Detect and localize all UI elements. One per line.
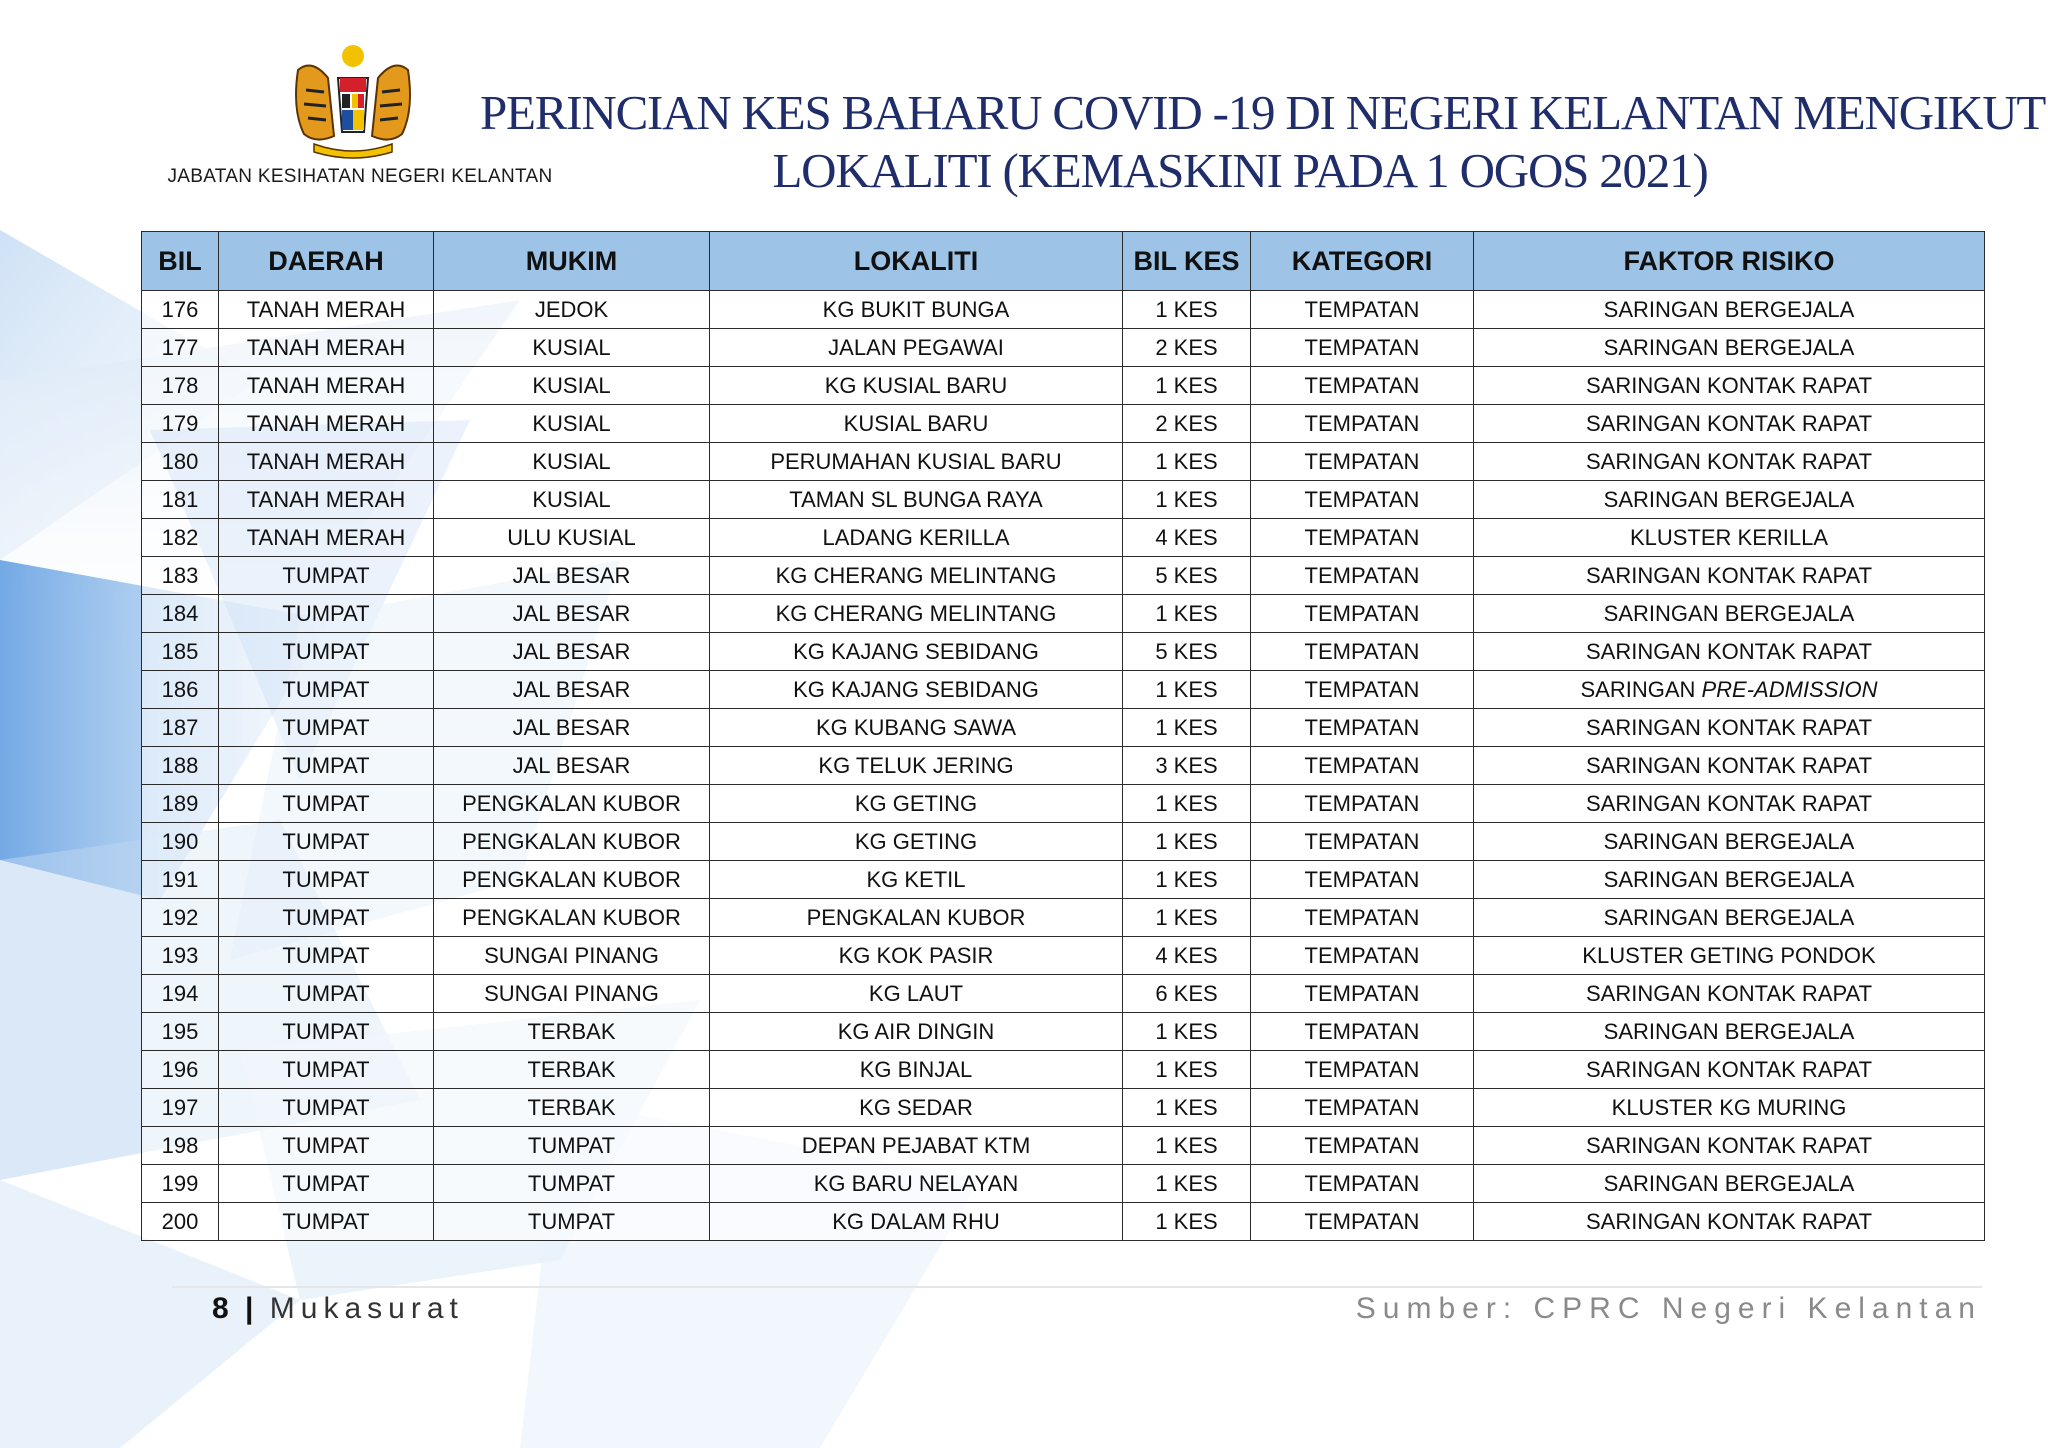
cell-mukim: JAL BESAR [434, 557, 710, 595]
cell-faktor-risiko: SARINGAN BERGEJALA [1474, 899, 1985, 937]
cell-lokaliti: KG KOK PASIR [710, 937, 1123, 975]
cell-daerah: TANAH MERAH [219, 291, 434, 329]
column-header: BIL KES [1123, 232, 1251, 291]
cell-bil: 179 [142, 405, 219, 443]
cell-bil: 190 [142, 823, 219, 861]
cell-faktor-risiko: SARINGAN KONTAK RAPAT [1474, 709, 1985, 747]
column-header: LOKALITI [710, 232, 1123, 291]
cell-mukim: TERBAK [434, 1013, 710, 1051]
cell-bil: 199 [142, 1165, 219, 1203]
cell-bil-kes: 5 KES [1123, 557, 1251, 595]
cell-faktor-risiko: SARINGAN KONTAK RAPAT [1474, 1203, 1985, 1241]
page-number [212, 1292, 464, 1326]
page-number-separator: | [245, 1292, 256, 1325]
table-row [142, 481, 1985, 519]
table-row [142, 519, 1985, 557]
cell-bil-kes: 1 KES [1123, 1089, 1251, 1127]
page-title-line-1: PERINCIAN KES BAHARU COVID -19 DI NEGERI KELANTAN MENGIKUT [480, 85, 2046, 140]
cell-bil: 181 [142, 481, 219, 519]
cell-daerah: TUMPAT [219, 1089, 434, 1127]
cell-faktor-risiko: SARINGAN BERGEJALA [1474, 481, 1985, 519]
cell-daerah: TUMPAT [219, 1013, 434, 1051]
cell-faktor-risiko: SARINGAN BERGEJALA [1474, 291, 1985, 329]
cell-bil: 176 [142, 291, 219, 329]
cell-bil: 178 [142, 367, 219, 405]
cell-mukim: TUMPAT [434, 1165, 710, 1203]
cell-bil: 182 [142, 519, 219, 557]
cell-mukim: KUSIAL [434, 367, 710, 405]
page-title [480, 84, 2046, 200]
cell-faktor-risiko: SARINGAN KONTAK RAPAT [1474, 405, 1985, 443]
cell-lokaliti: KG BUKIT BUNGA [710, 291, 1123, 329]
cell-mukim: ULU KUSIAL [434, 519, 710, 557]
cell-kategori: TEMPATAN [1251, 785, 1474, 823]
cell-mukim: TERBAK [434, 1089, 710, 1127]
cell-faktor-risiko: KLUSTER KG MURING [1474, 1089, 1985, 1127]
cell-lokaliti: KG TELUK JERING [710, 747, 1123, 785]
cell-lokaliti: KG KAJANG SEBIDANG [710, 633, 1123, 671]
cell-lokaliti: DEPAN PEJABAT KTM [710, 1127, 1123, 1165]
cell-kategori: TEMPATAN [1251, 1203, 1474, 1241]
cell-daerah: TUMPAT [219, 1203, 434, 1241]
cell-lokaliti: KG KUSIAL BARU [710, 367, 1123, 405]
cell-bil-kes: 1 KES [1123, 291, 1251, 329]
column-header: DAERAH [219, 232, 434, 291]
cell-mukim: JEDOK [434, 291, 710, 329]
cell-kategori: TEMPATAN [1251, 1051, 1474, 1089]
cell-faktor-risiko: SARINGAN BERGEJALA [1474, 595, 1985, 633]
cell-daerah: TUMPAT [219, 899, 434, 937]
cell-bil: 191 [142, 861, 219, 899]
table-row [142, 747, 1985, 785]
cell-bil-kes: 2 KES [1123, 405, 1251, 443]
cell-kategori: TEMPATAN [1251, 633, 1474, 671]
cell-lokaliti: KG KUBANG SAWA [710, 709, 1123, 747]
cell-bil: 192 [142, 899, 219, 937]
cell-bil-kes: 1 KES [1123, 367, 1251, 405]
cell-mukim: JAL BESAR [434, 671, 710, 709]
table-row [142, 709, 1985, 747]
cell-daerah: TANAH MERAH [219, 405, 434, 443]
page-label: Mukasurat [269, 1292, 464, 1325]
footer-divider [172, 1286, 1982, 1288]
cell-bil: 186 [142, 671, 219, 709]
table-row [142, 975, 1985, 1013]
page-title-line-2: LOKALITI (KEMASKINI PADA 1 OGOS 2021) [772, 143, 1708, 198]
cell-bil-kes: 1 KES [1123, 899, 1251, 937]
cell-daerah: TUMPAT [219, 823, 434, 861]
cell-daerah: TUMPAT [219, 1051, 434, 1089]
cell-kategori: TEMPATAN [1251, 1013, 1474, 1051]
table-row [142, 1127, 1985, 1165]
cell-faktor-risiko: SARINGAN BERGEJALA [1474, 1165, 1985, 1203]
cell-kategori: TEMPATAN [1251, 329, 1474, 367]
cell-bil: 196 [142, 1051, 219, 1089]
cell-kategori: TEMPATAN [1251, 671, 1474, 709]
column-header: KATEGORI [1251, 232, 1474, 291]
cell-kategori: TEMPATAN [1251, 747, 1474, 785]
cell-daerah: TUMPAT [219, 671, 434, 709]
cell-bil: 195 [142, 1013, 219, 1051]
column-header: MUKIM [434, 232, 710, 291]
table-row [142, 1089, 1985, 1127]
cell-kategori: TEMPATAN [1251, 1165, 1474, 1203]
cell-faktor-risiko: SARINGAN KONTAK RAPAT [1474, 443, 1985, 481]
cell-mukim: KUSIAL [434, 405, 710, 443]
table-row [142, 633, 1985, 671]
table-row [142, 937, 1985, 975]
cell-mukim: JAL BESAR [434, 633, 710, 671]
cell-kategori: TEMPATAN [1251, 709, 1474, 747]
cell-daerah: TUMPAT [219, 633, 434, 671]
malaysia-coat-of-arms-icon [268, 40, 438, 160]
cell-kategori: TEMPATAN [1251, 937, 1474, 975]
cell-lokaliti: KG GETING [710, 785, 1123, 823]
cell-mukim: PENGKALAN KUBOR [434, 823, 710, 861]
cell-mukim: PENGKALAN KUBOR [434, 899, 710, 937]
cell-lokaliti: KG BARU NELAYAN [710, 1165, 1123, 1203]
cell-bil-kes: 2 KES [1123, 329, 1251, 367]
cell-bil-kes: 1 KES [1123, 1051, 1251, 1089]
cell-bil-kes: 1 KES [1123, 671, 1251, 709]
table-row [142, 861, 1985, 899]
cell-kategori: TEMPATAN [1251, 595, 1474, 633]
cell-mukim: KUSIAL [434, 329, 710, 367]
cell-daerah: TANAH MERAH [219, 519, 434, 557]
cell-bil: 184 [142, 595, 219, 633]
cell-bil: 185 [142, 633, 219, 671]
cell-bil-kes: 3 KES [1123, 747, 1251, 785]
table-row [142, 557, 1985, 595]
cases-table [141, 231, 1985, 1241]
cell-lokaliti: PERUMAHAN KUSIAL BARU [710, 443, 1123, 481]
cell-bil-kes: 1 KES [1123, 823, 1251, 861]
cell-bil: 189 [142, 785, 219, 823]
cell-faktor-risiko: SARINGAN KONTAK RAPAT [1474, 1051, 1985, 1089]
cell-daerah: TUMPAT [219, 709, 434, 747]
cell-faktor-risiko: KLUSTER GETING PONDOK [1474, 937, 1985, 975]
cell-faktor-risiko: SARINGAN KONTAK RAPAT [1474, 367, 1985, 405]
table-row [142, 329, 1985, 367]
cell-faktor-risiko: SARINGAN KONTAK RAPAT [1474, 1127, 1985, 1165]
cell-bil-kes: 4 KES [1123, 519, 1251, 557]
table-row [142, 405, 1985, 443]
cell-lokaliti: KG LAUT [710, 975, 1123, 1013]
risk-text: SARINGAN [1580, 676, 1702, 702]
cell-lokaliti: KG AIR DINGIN [710, 1013, 1123, 1051]
cell-lokaliti: KG GETING [710, 823, 1123, 861]
cell-bil-kes: 6 KES [1123, 975, 1251, 1013]
cell-kategori: TEMPATAN [1251, 481, 1474, 519]
cell-bil-kes: 4 KES [1123, 937, 1251, 975]
cell-lokaliti: KG KAJANG SEBIDANG [710, 671, 1123, 709]
cell-daerah: TUMPAT [219, 937, 434, 975]
cell-lokaliti: KG KETIL [710, 861, 1123, 899]
cell-mukim: PENGKALAN KUBOR [434, 861, 710, 899]
cell-daerah: TUMPAT [219, 861, 434, 899]
cell-kategori: TEMPATAN [1251, 861, 1474, 899]
cell-mukim: TERBAK [434, 1051, 710, 1089]
cell-bil: 198 [142, 1127, 219, 1165]
cell-mukim: KUSIAL [434, 443, 710, 481]
cell-mukim: JAL BESAR [434, 709, 710, 747]
cell-mukim: SUNGAI PINANG [434, 975, 710, 1013]
cell-bil-kes: 1 KES [1123, 785, 1251, 823]
cell-bil: 187 [142, 709, 219, 747]
cell-kategori: TEMPATAN [1251, 443, 1474, 481]
cell-kategori: TEMPATAN [1251, 291, 1474, 329]
cell-kategori: TEMPATAN [1251, 1089, 1474, 1127]
cell-bil: 194 [142, 975, 219, 1013]
table-header [142, 232, 1985, 291]
cell-daerah: TANAH MERAH [219, 367, 434, 405]
table-row [142, 1165, 1985, 1203]
cell-faktor-risiko: KLUSTER KERILLA [1474, 519, 1985, 557]
cell-kategori: TEMPATAN [1251, 823, 1474, 861]
risk-text-italic: PRE-ADMISSION [1701, 676, 1878, 702]
cell-mukim: TUMPAT [434, 1203, 710, 1241]
cell-bil-kes: 1 KES [1123, 1203, 1251, 1241]
cell-daerah: TUMPAT [219, 557, 434, 595]
table-row [142, 823, 1985, 861]
cell-faktor-risiko: SARINGAN BERGEJALA [1474, 329, 1985, 367]
cell-mukim: JAL BESAR [434, 595, 710, 633]
cell-faktor-risiko: SARINGAN KONTAK RAPAT [1474, 785, 1985, 823]
table-row [142, 1203, 1985, 1241]
cell-daerah: TANAH MERAH [219, 329, 434, 367]
table-row [142, 1051, 1985, 1089]
cell-bil-kes: 1 KES [1123, 1165, 1251, 1203]
cell-daerah: TANAH MERAH [219, 481, 434, 519]
cell-kategori: TEMPATAN [1251, 1127, 1474, 1165]
cell-mukim: JAL BESAR [434, 747, 710, 785]
cell-bil-kes: 1 KES [1123, 595, 1251, 633]
cell-lokaliti: KG SEDAR [710, 1089, 1123, 1127]
cell-bil-kes: 5 KES [1123, 633, 1251, 671]
table-row [142, 443, 1985, 481]
table-row [142, 367, 1985, 405]
cell-bil: 177 [142, 329, 219, 367]
cell-faktor-risiko: SARINGAN KONTAK RAPAT [1474, 633, 1985, 671]
table-row [142, 1013, 1985, 1051]
cell-bil: 188 [142, 747, 219, 785]
cell-lokaliti: KG CHERANG MELINTANG [710, 595, 1123, 633]
cell-bil-kes: 1 KES [1123, 861, 1251, 899]
agency-name: JABATAN KESIHATAN NEGERI KELANTAN [167, 166, 553, 187]
cell-daerah: TUMPAT [219, 595, 434, 633]
cell-mukim: TUMPAT [434, 1127, 710, 1165]
cell-mukim: KUSIAL [434, 481, 710, 519]
cell-faktor-risiko: SARINGAN BERGEJALA [1474, 823, 1985, 861]
cell-kategori: TEMPATAN [1251, 367, 1474, 405]
column-header: BIL [142, 232, 219, 291]
cell-daerah: TUMPAT [219, 1165, 434, 1203]
cell-mukim: SUNGAI PINANG [434, 937, 710, 975]
cell-bil: 193 [142, 937, 219, 975]
cell-kategori: TEMPATAN [1251, 405, 1474, 443]
cell-lokaliti: TAMAN SL BUNGA RAYA [710, 481, 1123, 519]
cell-bil-kes: 1 KES [1123, 443, 1251, 481]
cell-faktor-risiko [1474, 671, 1985, 709]
cell-lokaliti: KUSIAL BARU [710, 405, 1123, 443]
table-row [142, 291, 1985, 329]
table-row [142, 785, 1985, 823]
table-row [142, 899, 1985, 937]
cell-lokaliti: KG BINJAL [710, 1051, 1123, 1089]
source-note: Sumber: CPRC Negeri Kelantan [1355, 1292, 1982, 1325]
cell-faktor-risiko: SARINGAN KONTAK RAPAT [1474, 975, 1985, 1013]
cell-kategori: TEMPATAN [1251, 519, 1474, 557]
cell-mukim: PENGKALAN KUBOR [434, 785, 710, 823]
cell-daerah: TUMPAT [219, 975, 434, 1013]
page-number-value: 8 [212, 1292, 231, 1325]
cell-faktor-risiko: SARINGAN KONTAK RAPAT [1474, 557, 1985, 595]
cell-bil-kes: 1 KES [1123, 1127, 1251, 1165]
cell-faktor-risiko: SARINGAN KONTAK RAPAT [1474, 747, 1985, 785]
cell-kategori: TEMPATAN [1251, 975, 1474, 1013]
cell-bil: 197 [142, 1089, 219, 1127]
table-header-row [142, 232, 1985, 291]
cell-lokaliti: PENGKALAN KUBOR [710, 899, 1123, 937]
cell-daerah: TANAH MERAH [219, 443, 434, 481]
cell-daerah: TUMPAT [219, 785, 434, 823]
cell-faktor-risiko: SARINGAN BERGEJALA [1474, 1013, 1985, 1051]
cell-bil: 200 [142, 1203, 219, 1241]
cell-bil-kes: 1 KES [1123, 1013, 1251, 1051]
table-body [142, 291, 1985, 1241]
cell-bil-kes: 1 KES [1123, 481, 1251, 519]
cell-daerah: TUMPAT [219, 1127, 434, 1165]
cell-bil: 180 [142, 443, 219, 481]
cell-lokaliti: JALAN PEGAWAI [710, 329, 1123, 367]
table-row [142, 671, 1985, 709]
cell-kategori: TEMPATAN [1251, 899, 1474, 937]
cell-kategori: TEMPATAN [1251, 557, 1474, 595]
table-row [142, 595, 1985, 633]
cell-lokaliti: KG DALAM RHU [710, 1203, 1123, 1241]
page-header [0, 0, 2048, 230]
cell-faktor-risiko: SARINGAN BERGEJALA [1474, 861, 1985, 899]
column-header: FAKTOR RISIKO [1474, 232, 1985, 291]
cell-daerah: TUMPAT [219, 747, 434, 785]
cell-bil: 183 [142, 557, 219, 595]
cell-lokaliti: LADANG KERILLA [710, 519, 1123, 557]
cell-bil-kes: 1 KES [1123, 709, 1251, 747]
cell-lokaliti: KG CHERANG MELINTANG [710, 557, 1123, 595]
